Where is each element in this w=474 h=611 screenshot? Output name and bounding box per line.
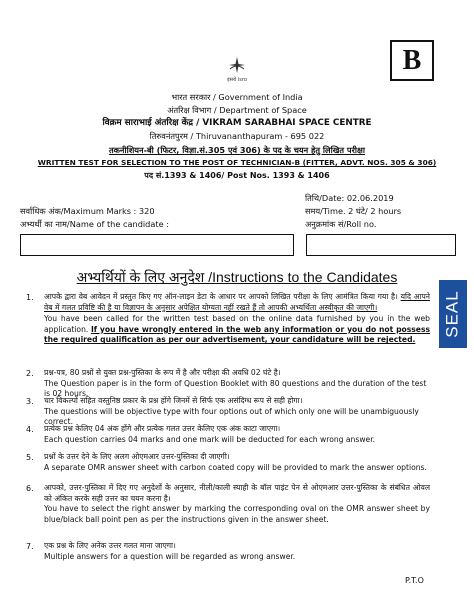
instruction-hindi: प्रश्नों के उत्तर देने के लिए अलग ओएमआर उत्तर-पुस्तिका दी जाएगी। (44, 452, 230, 461)
svg-text:इसरो isro: इसरो isro (227, 77, 247, 83)
instruction-hindi: प्रश्न-पत्र, 80 प्रश्नों से युक्त प्रश्न-पुस्तिका के रूप में है और परीक्षा की अवधि 02 घंटे है। (44, 368, 281, 377)
series-code-box: B (390, 40, 434, 81)
instruction-hindi: चार विकल्पों सहित वस्तुनिष्ठ प्रकार के प्रश्न होंगे जिनमें से सिर्फ एक असंदिग्ध रूप से सही होगा। (44, 396, 303, 405)
seal-label: SEAL (443, 290, 463, 338)
instruction-hindi: प्रत्येक प्रश्न केलिए 04 अंक होंगे और प्रत्येक गलत उत्तर केलिए एक अंक काटा जाएगा। (44, 424, 281, 433)
roll-no-label: अनुक्रमांक सं/Roll no. (305, 219, 377, 229)
instruction-english: The Question paper is in the form of Question Booklet with 80 questions and the duration of the test is 02 hours. (44, 378, 427, 399)
instruction-item-4 (44, 424, 430, 445)
instruction-hindi-warning: यदि आपने वेब में गलत प्रविष्टि की है या विज्ञापन के अनुसार अपेक्षित योग्यता नहीं रखते हैं तो आपकी अभ्यर्थिता अस्वीकृत की जाएगी। (44, 292, 430, 312)
maximum-marks: सर्वाधिक अंक/Maximum Marks : 320 (20, 206, 155, 216)
instruction-english-warning: If you have wrongly entered in the web any information or you do not possess the required qualification as per our advertisement, your candidature will be rejected. (44, 324, 430, 345)
page-turn-over: P.T.O (405, 576, 424, 585)
instruction-item-7 (44, 541, 430, 562)
test-title-hindi: तकनीशियन-बी (फिटर, विज्ञा.सं.305 एवं 306) के पद के चयन हेतु लिखित परीक्षा (108, 145, 366, 155)
item-number: 4. (26, 425, 34, 434)
item-number: 2. (26, 369, 34, 378)
instruction-english: Each question carries 04 marks and one mark will be deducted for each wrong answer. (44, 434, 376, 444)
instructions-title: अभ्यर्थियों के लिए अनुदेश /Instructions to the Candidates (76, 269, 398, 285)
instruction-english: The questions will be objective type with four options out of which only one will be unambiguously correct. (44, 406, 419, 427)
item-number: 7. (26, 542, 34, 551)
instruction-english: A separate OMR answer sheet with carbon coated copy will be provided to mark the answer options. (44, 462, 427, 472)
instruction-item-2 (44, 368, 430, 400)
instruction-item-3 (44, 396, 430, 428)
instruction-item-6 (44, 483, 430, 525)
header-address: तिरुवनंतपुरम / Thiruvananthapuram - 695 022 (149, 131, 325, 141)
exam-date: तिथि/Date: 02.06.2019 (305, 193, 394, 203)
header-government: भारत सरकार / Government of India (171, 92, 303, 102)
item-number: 6. (26, 484, 34, 493)
instruction-english: You have been called for the written test based on the online data furnished by you in the web application. (44, 314, 430, 334)
isro-logo-icon (222, 55, 252, 83)
header-centre: विक्रम साराभाई अंतरिक्ष केंद्र / VIKRAM SARABHAI SPACE CENTRE (102, 118, 372, 128)
instruction-english: Multiple answers for a question will be regarded as wrong answer. (44, 551, 296, 561)
item-number: 3. (26, 397, 34, 406)
instruction-hindi: आपके द्वारा वेब आवेदन में प्रस्तुत किए गए ऑन-लाइन डेटा के आधार पर आपको लिखित परीक्षा के लिए आमंत्रित किया गया है। (44, 292, 398, 301)
instruction-hindi: एक प्रश्न के लिए अनेक उत्तर गलत माना जाएगा। (44, 541, 176, 550)
roll-no-field[interactable] (306, 234, 456, 256)
instruction-hindi: आपको, उत्तर-पुस्तिका में दिए गए अनुदेशों के अनुसार, नीली/काली स्याही के बॉल पाइंट पेन से ओएमआर उत्तर-पुस्तिका के संबंधित ओवल को अंकित करके सही उत्तर का चयन करना है। (44, 483, 430, 503)
candidate-name-label: अभ्यर्थी का नाम/Name of the candidate : (20, 219, 169, 229)
test-title-english: WRITTEN TEST FOR SELECTION TO THE POST OF TECHNICIAN-B (FITTER, ADVT. NOS. 305 & 306) (37, 158, 437, 167)
seal-tab (439, 280, 467, 348)
candidate-name-field[interactable] (20, 234, 294, 256)
instruction-english: You have to select the right answer by marking the corresponding oval on the OMR answer sheet by blue/black ball point pen as per the instructions given in the answer sheet. (44, 504, 430, 524)
exam-time: समय/Time. 2 घंटे/ 2 hours (305, 206, 402, 216)
item-number: 1. (26, 293, 34, 302)
header-department: अंतरिक्ष विभाग / Department of Space (167, 105, 307, 115)
post-numbers: पद सं.1393 & 1406/ Post Nos. 1393 & 1406 (144, 171, 330, 180)
instruction-item-5 (44, 452, 430, 473)
instruction-item-1 (44, 292, 430, 346)
item-number: 5. (26, 453, 34, 462)
